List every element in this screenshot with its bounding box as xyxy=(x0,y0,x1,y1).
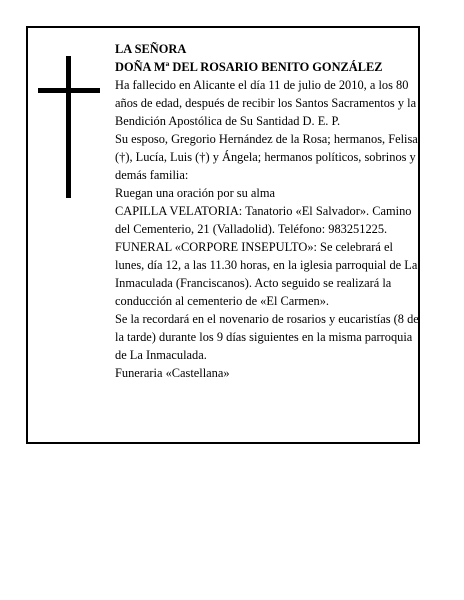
family-list: Su esposo, Gregorio Hernández de la Rosa; hermanos, Felisa (†), Lucía, Luis (†) y Ángela; hermanos políticos, sobrinos y demás familia: xyxy=(115,132,418,182)
title-line: LA SEÑORA xyxy=(115,42,187,56)
funeral-home: Funeraria «Castellana» xyxy=(115,366,230,380)
notice-text xyxy=(115,40,421,382)
novena-info: Se la recordará en el novenario de rosarios y eucaristías (8 de la tarde) durante los 9 días siguientes en la misma parroquia de La Inmaculada. xyxy=(115,312,419,362)
deceased-name: DOÑA Mª DEL ROSARIO BENITO GONZÁLEZ xyxy=(115,60,383,74)
cross-horizontal-bar xyxy=(38,88,100,93)
death-statement: Ha fallecido en Alicante el día 11 de julio de 2010, a los 80 años de edad, después de recibir los Santos Sacramentos y la Bendición Apostólica de Su Santidad D. E. P. xyxy=(115,78,417,128)
cross-vertical-bar xyxy=(66,56,71,198)
chapel-info: CAPILLA VELATORIA: Tanatorio «El Salvador». Camino del Cementerio, 21 (Valladolid). Teléfono: 983251225. xyxy=(115,204,412,236)
obituary-notice xyxy=(26,26,420,444)
cross-icon xyxy=(38,56,100,198)
funeral-info: FUNERAL «CORPORE INSEPULTO»: Se celebrará el lunes, día 12, a las 11.30 horas, en la iglesia parroquial de La Inmaculada (Franciscanos). Acto seguido se realizará la conducción al cementerio de «El Carmen». xyxy=(115,240,418,308)
prayer-request: Ruegan una oración por su alma xyxy=(115,186,275,200)
